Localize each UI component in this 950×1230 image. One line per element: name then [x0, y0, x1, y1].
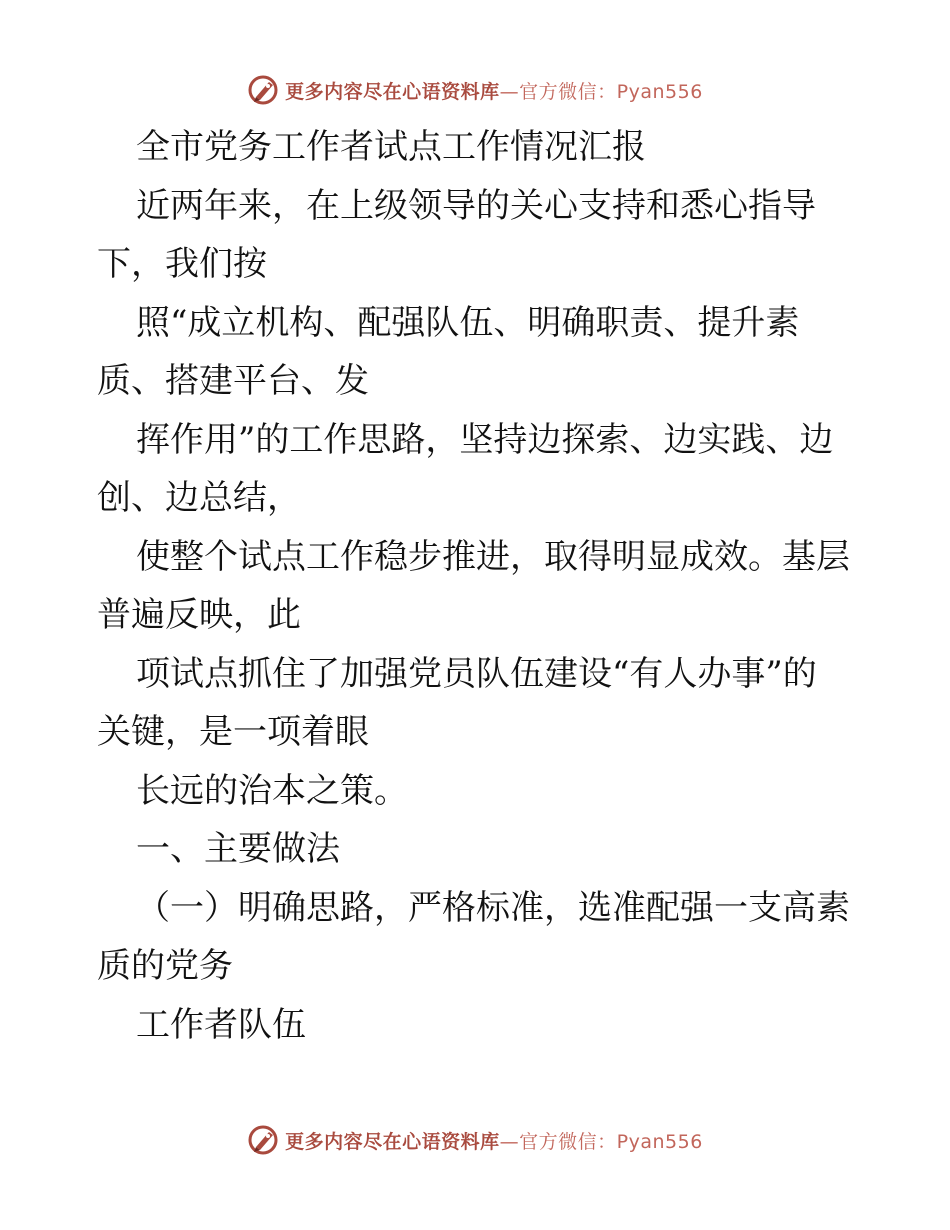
text-line: 一、主要做法	[136, 829, 340, 869]
text-line: 长远的治本之策。	[136, 770, 408, 811]
pen-logo-icon	[247, 1123, 281, 1157]
text-line: 质、搭建平台、发	[97, 361, 369, 401]
watermark-header	[0, 70, 950, 110]
document-body	[97, 118, 857, 1054]
text-line: 普遍反映，此	[97, 595, 301, 635]
text-line: （一）明确思路，严格标准，选准配强一支高素	[136, 887, 850, 928]
watermark-contact: —官方微信：Pyan556	[499, 1130, 703, 1153]
text-line: 照“成立机构、配强队伍、明确职责、提升素	[136, 302, 800, 343]
text-line: 挥作用”的工作思路，坚持边探索、边实践、边	[136, 419, 834, 460]
text-line: 项试点抓住了加强党员队伍建设“有人办事”的	[136, 653, 817, 694]
text-line: 质的党务	[97, 946, 233, 986]
watermark-footer	[0, 1120, 950, 1160]
pen-logo-icon	[247, 73, 281, 107]
text-line: 关键，是一项着眼	[97, 712, 369, 752]
text-line: 工作者队伍	[136, 1004, 306, 1045]
text-line: 使整个试点工作稳步推进，取得明显成效。基层	[136, 536, 850, 577]
text-line: 下，我们按	[97, 244, 267, 284]
watermark-contact: —官方微信：Pyan556	[499, 80, 703, 103]
watermark-title: 更多内容尽在心语资料库	[285, 80, 500, 103]
text-line: 创、边总结，	[97, 478, 301, 518]
text-line: 全市党务工作者试点工作情况汇报	[136, 127, 646, 167]
text-line: 近两年来，在上级领导的关心支持和悉心指导	[136, 185, 816, 226]
watermark-title: 更多内容尽在心语资料库	[285, 1130, 500, 1153]
